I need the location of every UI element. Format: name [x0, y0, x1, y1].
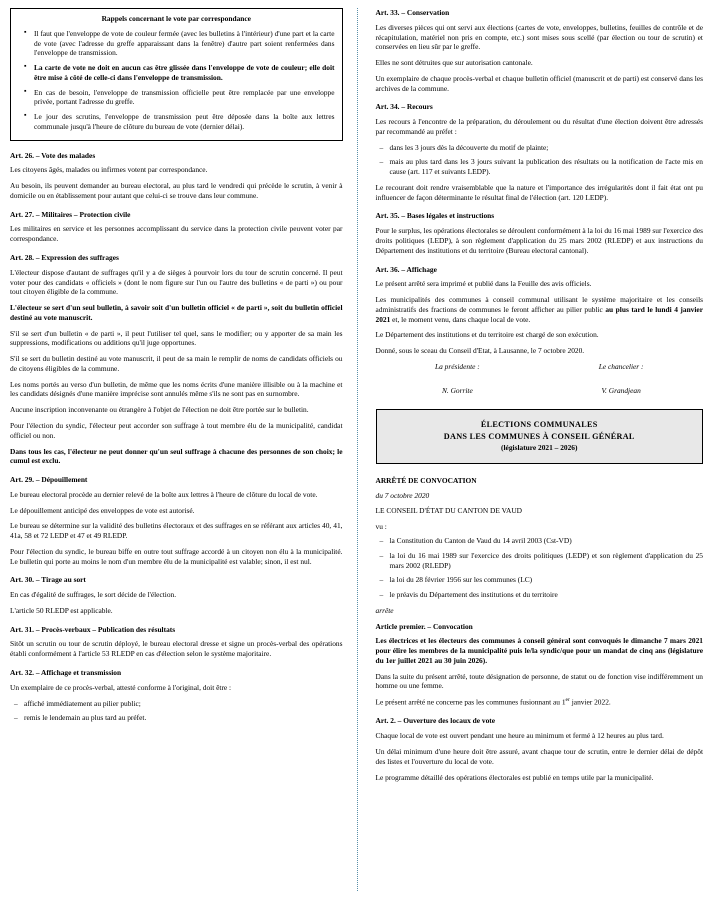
- decree-article-1-paragraph-bold: Les électrices et les électeurs des communes à conseil général sont convoqués le dimanche 7 mars 2021 pour élire les membres de la municipalité puis le/la syndic/que pour un mandat de cinq ans (législature du 1er juillet 2021 au 30 juin 2026).: [375, 636, 703, 665]
- decree-article-1-heading: Article premier. – Convocation: [375, 621, 473, 631]
- article-paragraph-bold: Dans tous les cas, l'électeur ne peut donner qu'un seul suffrage à chacune des personnes de son choix; le cumul est exclu.: [10, 446, 343, 466]
- article-paragraph: Le présent arrêté sera imprimé et publié dans la Feuille des avis officiels.: [375, 279, 592, 289]
- article-paragraph: Le recourant doit rendre vraisemblable que la nature et l'importance des irrégularités dont il fait état ont pu influencer de façon déterminante le résultat final de l'élection (art. 120 LEDP).: [375, 182, 703, 202]
- article-heading-35: Art. 35. – Bases légales et instructions: [375, 211, 495, 221]
- affichage-deadline: au plus tard le lundi 4 janvier 2021: [375, 304, 703, 324]
- article-paragraph: Le dépouillement anticipé des enveloppes de vote est autorisé.: [10, 505, 195, 515]
- signature-block: [376, 362, 704, 396]
- article-paragraph: Sitôt un scrutin ou tour de scrutin déployé, le bureau electoral dresse et signe un procès-verbal des opérations établi conformément à l'article 53 RLEDP en cas d'élection selon le système majoritaire.: [10, 639, 343, 659]
- transmission-list: [10, 699, 343, 724]
- reminder-box-title: Rappels concernant le vote par correspondance: [101, 14, 251, 23]
- reminder-box: [10, 8, 343, 141]
- list-item: – dans les 3 jours dès la découverte du motif de plainte;: [390, 143, 704, 153]
- article-heading-27: Art. 27. – Militaires – Protection civile: [10, 209, 131, 219]
- list-item: – mais au plus tard dans les 3 jours suivant la publication des résultats ou la notification de l'acte mis en cause (art. 117 et suivants LEDP).: [390, 157, 704, 177]
- article-heading-32: Art. 32. – Affichage et transmission: [10, 667, 122, 677]
- signature-president-name: N. Gorrite: [441, 385, 473, 395]
- decree-authority: LE CONSEIL D'ÉTAT DU CANTON DE VAUD: [375, 506, 522, 516]
- article-paragraph: Les diverses pièces qui ont servi aux élections (cartes de vote, enveloppes, bulletins, feuilles de contrôle et de récapitulation, matériel non pris en compte, etc.) sont mises sous scellé (par élection ou tour de scrutin) et conservées en lieu sûr par le greffe.: [375, 22, 703, 52]
- article-paragraph: Un exemplaire de ce procès-verbal, attesté conforme à l'original, doit être :: [10, 682, 232, 692]
- affichage-text-after: et, le moment venu, dans chaque local de vote.: [390, 314, 531, 324]
- article-paragraph: Aucune inscription inconvenante ou étrangère à l'objet de l'élection ne doit être portée sur le bulletin.: [10, 405, 309, 415]
- article-paragraph: L'article 50 RLEDP est applicable.: [10, 605, 113, 615]
- article-paragraph: Les militaires en service et les personnes accomplissant du service dans la protection civile peuvent voter par correspondance.: [10, 224, 343, 244]
- signature-president: [376, 362, 540, 396]
- article-paragraph: Le bureau se détermine sur la validité des bulletins électoraux et des suffrages en se référant aux articles 40, 41, 41a, 58 et 72 LEDP et 47 et 49 RLEDP.: [10, 521, 343, 541]
- decree-article-1-paragraph-fusion: [376, 697, 704, 707]
- signature-president-title: La présidente :: [435, 361, 480, 371]
- decree-article-2-heading: Art. 2. – Ouverture des locaux de vote: [375, 716, 496, 726]
- decree-vu-label: vu :: [375, 522, 387, 532]
- article-paragraph: Donné, sous le sceau du Conseil d'Etat, à Lausanne, le 7 octobre 2020.: [375, 346, 585, 356]
- article-paragraph: En cas d'égalité de suffrages, le sort décide de l'élection.: [10, 590, 177, 600]
- decree-date: du 7 octobre 2020: [375, 490, 430, 500]
- decree-article-2-paragraph: Chaque local de vote est ouvert pendant une heure au minimum et fermé à 12 heures au plus tard.: [375, 731, 664, 741]
- article-paragraph: Les noms portés au verso d'un bulletin, de même que les noms écrits d'une manière illisible ou à la machine et les candidats désignés d'une manière imprécise sont annulés même s'ils ne sont pas en surnombre.: [10, 379, 343, 399]
- article-paragraph: S'il se sert d'un bulletin « de parti », il peut l'utiliser tel quel, sans le modifier; ou y apporter de sa main les suppressions, modifications ou additions qu'il juge opportunes.: [10, 328, 343, 348]
- article-heading-29: Art. 29. – Dépouillement: [10, 475, 88, 485]
- signature-chancellor: [539, 362, 703, 396]
- article-heading-28: Art. 28. – Expression des suffrages: [10, 253, 119, 263]
- article-paragraph: Un exemplaire de chaque procès-verbal et chaque bulletin officiel (manuscrit et de parti) est conservé dans les archives de la commune.: [375, 73, 703, 93]
- list-item: – la loi du 28 février 1956 sur les communes (LC): [390, 575, 704, 585]
- list-item: ▪ En cas de besoin, l'enveloppe de transmission officielle peut être remplacée par une enveloppe privée, portant l'adresse du greffe.: [34, 88, 335, 108]
- article-paragraph: Les recours à l'encontre de la préparation, du déroulement ou du résultat d'une élection doivent être adressés par recommandé au préfet :: [375, 117, 703, 136]
- article-paragraph-mixed: [376, 295, 704, 324]
- decree-vu-list: [376, 536, 704, 600]
- article-heading-31: Art. 31. – Procès-verbaux – Publication des résultats: [10, 624, 176, 634]
- article-paragraph: S'il se sert du bulletin destiné au vote manuscrit, il peut de sa main le remplir de noms de candidats officiels ou de citoyens éligibles de la commune.: [10, 354, 343, 373]
- article-heading-33: Art. 33. – Conservation: [375, 8, 450, 17]
- article-heading-36: Art. 36. – Affichage: [375, 264, 437, 274]
- article-paragraph: Elles ne sont détruites que sur autorisation cantonale.: [375, 58, 533, 68]
- list-item: – le préavis du Département des institutions et du territoire: [390, 590, 704, 600]
- fusion-text-after: janvier 2022.: [569, 697, 611, 707]
- list-item: – la Constitution du Canton de Vaud du 14 avril 2003 (Cst-VD): [390, 536, 704, 546]
- article-paragraph-bold: L'électeur se sert d'un seul bulletin, à savoir soit d'un bulletin officiel « de parti », soit du bulletin officiel destiné au vote manuscrit.: [10, 303, 343, 322]
- article-paragraph: Pour l'élection du syndic, l'électeur peut accorder son suffrage à tout membre élu de la municipalité, candidat officiel ou non.: [10, 420, 343, 440]
- decree-title-line1: ÉLECTIONS COMMUNALES: [480, 420, 598, 430]
- article-heading-30: Art. 30. – Tirage au sort: [10, 575, 86, 585]
- article-paragraph: L'électeur dispose d'autant de suffrages qu'il y a de sièges à pourvoir lors du tour de scrutin concerné. Il peut voter pour des candidats « officiels » (dont le nom figure sur l'un ou l'autre des bulletins « de parti ») ou pour tout citoyen éligible de la commune.: [10, 267, 343, 297]
- decree-title-line2: DANS LES COMMUNES À CONSEIL GÉNÉRAL: [443, 432, 635, 442]
- article-paragraph: Pour le surplus, les opérations électorales se déroulent conformément à la loi du 16 mai 1989 sur l'exercice des droits politiques (LEDP), à son règlement d'application du 25 mars 2002 (RLEDP) et aux instructions du Département des institutions et du territoire (Bureau electoral cantonal).: [375, 226, 703, 255]
- decree-heading: ARRÊTÉ DE CONVOCATION: [375, 475, 477, 485]
- list-item: – la loi du 16 mai 1989 sur l'exercice des droits politiques (LEDP) et son règlement d'application du 25 mars 2002 (RLEDP): [390, 551, 704, 571]
- decree-article-2-paragraph: Un délai minimum d'une heure doit être assuré, avant chaque tour de scrutin, entre le dernier délai de dépôt des listes et l'ouverture du local de vote.: [375, 746, 703, 766]
- decree-article-2-paragraph: Le programme détaillé des opérations électorales est publié en temps utile par la municipalité.: [375, 772, 654, 782]
- list-item: – affiché immédiatement au pilier public;: [24, 699, 343, 709]
- article-heading-26: Art. 26. – Vote des malades: [10, 150, 96, 160]
- list-item: ▪ Il faut que l'enveloppe de vote de couleur fermée (avec les bulletins à l'intérieur) d'une part et la carte de vote (avec l'adresse du greffe apparaissant dans la fenêtre) d'autre part soient renfermées dans l'enveloppe de transmission.: [34, 29, 335, 58]
- list-item: – remis le lendemain au plus tard au préfet.: [24, 713, 343, 723]
- decree-title-box: [376, 409, 704, 464]
- article-paragraph: Les citoyens âgés, malades ou infirmes votent par correspondance.: [10, 165, 208, 175]
- decree-arrete-label: arrête: [375, 605, 394, 615]
- list-item-warning: ▪ La carte de vote ne doit en aucun cas être glissée dans l'enveloppe de vote de couleur; elle doit être mise à côté de celle-ci dans l'enveloppe de transmission.: [34, 63, 335, 83]
- article-paragraph: Au besoin, ils peuvent demander au bureau electoral, au plus tard le vendredi qui précède le scrutin, à venir à domicile ou en établissement pour autant que celui-ci se trouve dans leur commune.: [10, 181, 343, 200]
- fusion-text-before: Le présent arrêté ne concerne pas les communes fusionnant au 1: [375, 697, 566, 707]
- affichage-text-before: Les municipalités des communes à conseil communal utilisant le système majoritaire et les conseils administratifs des fractions de communes le feront afficher au pilier public: [375, 295, 703, 314]
- signature-chancellor-title: Le chancelier :: [598, 361, 644, 371]
- article-paragraph: Pour l'élection du syndic, le bureau biffe en outre tout suffrage accordé à un citoyen non élu à la municipalité. Le bulletin qui porte au moins le nom d'un membre élu de la municipalité est valable; sinon, il est nul.: [10, 546, 343, 566]
- decree-title-line3: (législature 2021 – 2026): [501, 443, 578, 453]
- right-column: [357, 8, 704, 891]
- signature-chancellor-name: V. Grandjean: [601, 385, 641, 395]
- article-paragraph: Le Département des institutions et du territoire est chargé de son exécution.: [375, 330, 599, 340]
- left-column: [10, 8, 357, 891]
- article-heading-34: Art. 34. – Recours: [375, 102, 433, 112]
- list-item: ▪ Le jour des scrutins, l'enveloppe de transmission peut être déposée dans la boîte aux lettres communale jusqu'à l'heure de clôture du bureau de vote (dernier délai).: [34, 112, 335, 132]
- recours-deadline-list: [376, 143, 704, 177]
- reminder-bullet-list: [18, 29, 335, 132]
- fusion-ordinal: er: [565, 697, 570, 704]
- article-paragraph: Le bureau electoral procède au dernier relevé de la boîte aux lettres à l'heure de clôture du local de vote.: [10, 489, 318, 499]
- decree-article-1-paragraph: Dans la suite du présent arrêté, toute désignation de personne, de statut ou de fonction vise indifféremment un homme ou une femme.: [375, 671, 703, 691]
